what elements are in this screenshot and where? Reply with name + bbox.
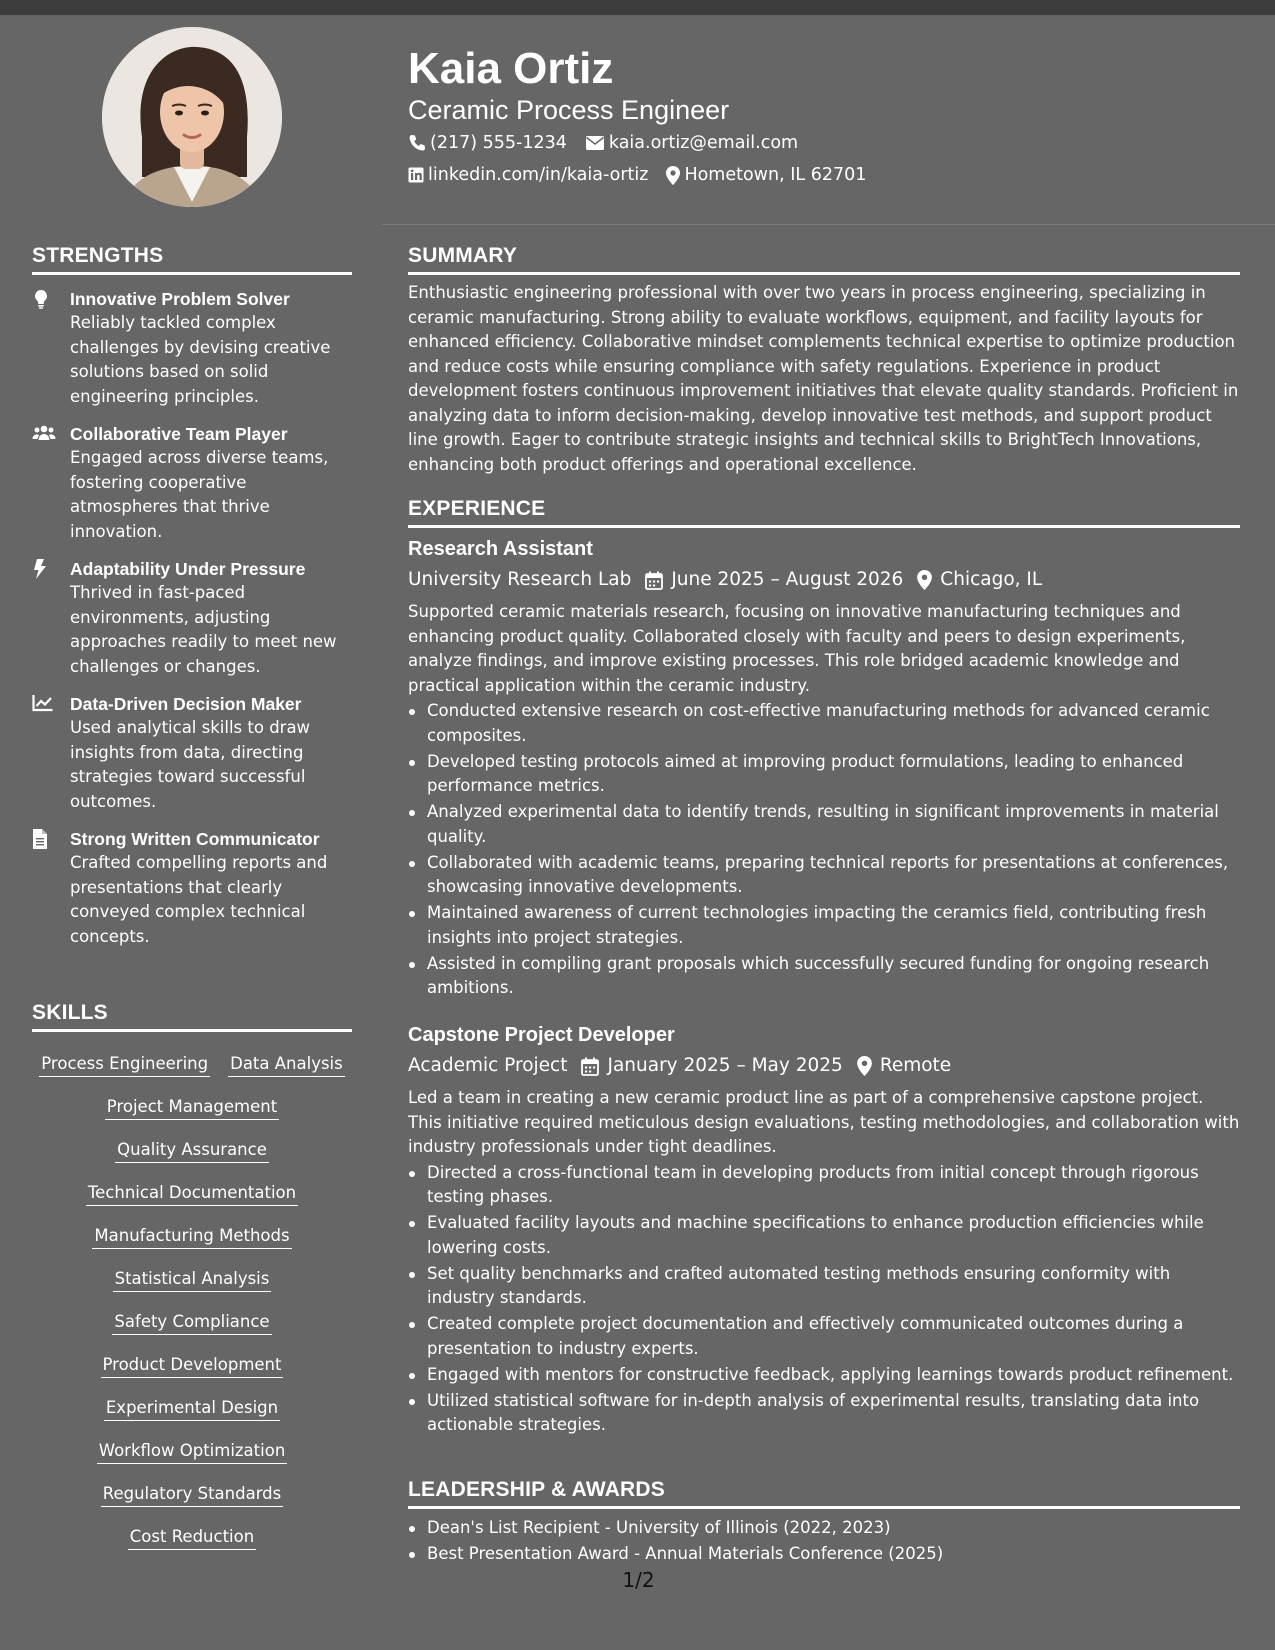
- strength-item: [32, 287, 352, 409]
- email-contact[interactable]: [585, 133, 798, 153]
- strength-title: Data-Driven Decision Maker: [70, 694, 302, 714]
- job-location: Chicago, IL: [940, 569, 1043, 590]
- top-bar: [0, 0, 1275, 15]
- summary-text: Enthusiastic engineering professional with over two years in process engineering, specializing in ceramic manufacturing. Strong ability to evaluate workflows, equipment, and facility layouts for enhanced efficiency. Collaborative mindset complements technical expertise to optimize production and reduce costs while ensuring compliance with safety regulations. Experience in product development fosters continuous improvement initiatives that elevate quality standards. Proficient in analyzing data to inform decision-making, develop innovative test methods, and support product line growth. Eager to contribute strategic insights and technical skills to BrightTech Innovations, enhancing both product offerings and operational excellence.: [408, 283, 1239, 474]
- document-icon: [32, 827, 70, 949]
- summary-heading: SUMMARY: [408, 244, 1240, 275]
- job-entry: [408, 535, 1240, 1002]
- job-bullet: Assisted in compiling grant proposals which successfully secured funding for ongoing research ambitions.: [408, 952, 1240, 1001]
- job-bullet: Conducted extensive research on cost-effective manufacturing methods for advanced ceramic composites.: [408, 699, 1240, 748]
- map-pin-icon: [857, 1056, 872, 1076]
- users-icon: [32, 422, 70, 544]
- skill-tag: Product Development: [101, 1354, 284, 1378]
- job-bullet: Engaged with mentors for constructive feedback, applying learnings towards product refinement.: [408, 1363, 1240, 1388]
- job-organization: Academic Project: [408, 1055, 568, 1076]
- header-divider: [382, 224, 1275, 225]
- skill-tag: Statistical Analysis: [113, 1268, 272, 1292]
- strength-description: Engaged across diverse teams, fostering cooperative atmospheres that thrive innovation.: [70, 448, 329, 541]
- candidate-name: Kaia Ortiz: [408, 44, 614, 93]
- strengths-heading: STRENGTHS: [32, 244, 352, 275]
- location-text: Hometown, IL 62701: [684, 165, 867, 185]
- contact-row: [408, 133, 816, 153]
- skill-tag: Regulatory Standards: [101, 1483, 284, 1507]
- skill-tag: Manufacturing Methods: [92, 1225, 291, 1249]
- skill-tag: Cost Reduction: [128, 1526, 256, 1550]
- skills-list: [32, 1053, 352, 1550]
- bolt-icon: [32, 557, 70, 679]
- awards-heading: LEADERSHIP & AWARDS: [408, 1478, 1240, 1509]
- location-contact: [666, 165, 866, 185]
- strength-title: Collaborative Team Player: [70, 424, 288, 444]
- job-bullet: Utilized statistical software for in-depth analysis of experimental results, translating data into actionable strategies.: [408, 1389, 1240, 1438]
- skill-tag: Experimental Design: [104, 1397, 280, 1421]
- job-bullet: Collaborated with academic teams, preparing technical reports for presentations at conferences, showcasing innovative developments.: [408, 851, 1240, 900]
- strength-description: Reliably tackled complex challenges by devising creative solutions based on solid engineering principles.: [70, 313, 331, 406]
- map-pin-icon: [666, 166, 680, 185]
- award-item: Dean's List Recipient - University of Illinois (2022, 2023): [408, 1516, 1240, 1541]
- job-bullet: Evaluated facility layouts and machine specifications to enhance production efficiencies while lowering costs.: [408, 1211, 1240, 1260]
- strength-title: Innovative Problem Solver: [70, 289, 290, 309]
- job-bullet: Analyzed experimental data to identify trends, resulting in significant improvements in material quality.: [408, 800, 1240, 849]
- skill-tag: Safety Compliance: [112, 1311, 271, 1335]
- linkedin-text: linkedin.com/in/kaia-ortiz: [428, 165, 649, 185]
- strength-description: Thrived in fast-paced environments, adjusting approaches readily to meet new challenges or changes.: [70, 583, 337, 676]
- strength-title: Adaptability Under Pressure: [70, 559, 306, 579]
- job-bullet: Maintained awareness of current technologies impacting the ceramics field, contributing fresh insights into project strategies.: [408, 901, 1240, 950]
- calendar-icon: [581, 1057, 599, 1076]
- job-location: Remote: [879, 1055, 952, 1076]
- skills-heading: SKILLS: [32, 1001, 352, 1032]
- strength-description: Used analytical skills to draw insights from data, directing strategies toward successful outcomes.: [70, 718, 311, 811]
- profile-photo: [102, 27, 282, 207]
- strength-description: Crafted compelling reports and presentations that clearly conveyed complex technical concepts.: [70, 853, 328, 946]
- skill-tag: Data Analysis: [228, 1053, 345, 1077]
- calendar-icon: [645, 571, 663, 590]
- phone-contact[interactable]: [408, 133, 567, 153]
- award-item: Best Presentation Award - Annual Materials Conference (2025): [408, 1542, 1240, 1567]
- awards-list: [408, 1516, 1240, 1568]
- envelope-icon: [585, 135, 605, 151]
- candidate-role: Ceramic Process Engineer: [408, 95, 730, 125]
- strengths-list: [32, 287, 352, 962]
- chart-line-icon: [32, 692, 70, 814]
- job-meta: [408, 566, 1240, 594]
- job-entry: [408, 1021, 1240, 1439]
- strength-item: [32, 422, 352, 544]
- linkedin-contact[interactable]: [408, 165, 648, 185]
- skill-tag: Process Engineering: [39, 1053, 210, 1077]
- strength-item: [32, 692, 352, 814]
- job-bullet: Directed a cross-functional team in developing products from initial concept through rigorous testing phases.: [408, 1161, 1240, 1210]
- phone-text: (217) 555-1234: [430, 133, 567, 153]
- job-title: Capstone Project Developer: [408, 1024, 675, 1046]
- job-title: Research Assistant: [408, 538, 593, 560]
- job-description: Led a team in creating a new ceramic product line as part of a comprehensive capstone project. This initiative required meticulous design evaluations, testing methodologies, and collaboration with industry professionals under tight deadlines.: [408, 1088, 1240, 1156]
- page-number: 1/2: [622, 1568, 655, 1592]
- experience-heading: EXPERIENCE: [408, 497, 1240, 528]
- job-bullet: Created complete project documentation and effectively communicated outcomes during a presentation to industry experts.: [408, 1312, 1240, 1361]
- job-dates: January 2025 – May 2025: [607, 1055, 843, 1076]
- job-meta: [408, 1052, 1240, 1080]
- skill-tag: Quality Assurance: [115, 1139, 269, 1163]
- strength-item: [32, 827, 352, 949]
- job-bullet: Set quality benchmarks and crafted automated testing methods ensuring conformity with industry standards.: [408, 1262, 1240, 1311]
- job-description: Supported ceramic materials research, focusing on innovative manufacturing techniques and enhancing product quality. Collaborated closely with faculty and peers to design experiments, analyze findings, and improve existing processes. This role bridged academic knowledge and practical application within the ceramic industry.: [408, 602, 1186, 695]
- skill-tag: Workflow Optimization: [97, 1440, 288, 1464]
- skill-tag: Technical Documentation: [86, 1182, 298, 1206]
- job-bullets: [408, 1161, 1240, 1438]
- map-pin-icon: [917, 570, 932, 590]
- job-dates: June 2025 – August 2026: [671, 569, 904, 590]
- contact-row: [408, 165, 884, 185]
- strength-item: [32, 557, 352, 679]
- job-organization: University Research Lab: [408, 569, 632, 590]
- email-text: kaia.ortiz@email.com: [608, 133, 799, 153]
- lightbulb-icon: [32, 287, 70, 409]
- job-bullet: Developed testing protocols aimed at improving product formulations, leading to enhanced performance metrics.: [408, 750, 1240, 799]
- linkedin-icon: [408, 167, 424, 183]
- strength-title: Strong Written Communicator: [70, 829, 320, 849]
- phone-icon: [408, 134, 426, 152]
- skill-tag: Project Management: [105, 1096, 279, 1120]
- job-bullets: [408, 699, 1240, 1001]
